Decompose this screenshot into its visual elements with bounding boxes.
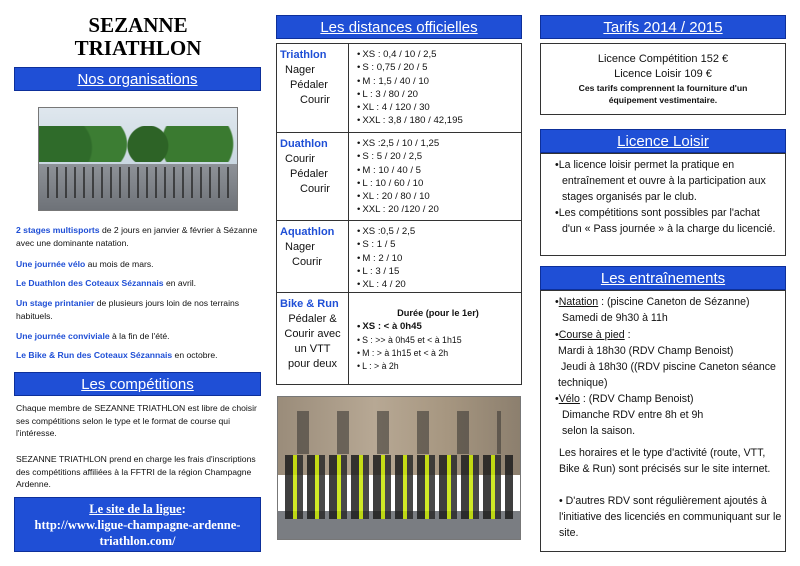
organisation-text: au mois de mars. xyxy=(85,259,154,269)
licence-loisir-box xyxy=(540,153,786,256)
discipline-name: Triathlon xyxy=(280,49,327,61)
table-row: Triathlon Nager Pédaler Courir • XS : 0,4 / 10 / 2,5 • S : 0,75 / 20 / 5 • M : 1,5 / 40 / 10 • L : 3 / 80 / 20 • XL : 4 / 120 / 30 • XXL : 3,8 / 180 / 42,195 xyxy=(277,44,521,133)
organisation-item xyxy=(16,258,262,271)
velo-line: •Vélo : (RDV Champ Benoist) xyxy=(555,393,694,405)
competitions-text-2: SEZANNE TRIATHLON prend en charge les frais d'inscriptions des compétitions affiliées à la FFTRI de la région Champagne Ardenne. xyxy=(16,454,256,489)
organisation-item xyxy=(16,297,262,323)
discipline-name: Duathlon xyxy=(280,138,328,150)
velo-dimanche: Dimanche RDV entre 8h et 9h xyxy=(562,409,704,421)
organisation-highlight: 2 stages multisports xyxy=(16,225,100,235)
natation-time: Samedi de 9h30 à 11h xyxy=(562,312,668,324)
tarifs-header: Tarifs 2014 / 2015 xyxy=(540,15,786,39)
ligue-link[interactable]: http://www.ligue-champagne-ardenne-triathlon.com/ xyxy=(34,518,241,548)
tarif-competition: Licence Compétition 152 € xyxy=(597,53,729,65)
organisation-highlight: Une journée vélo xyxy=(16,259,86,269)
organisation-text: en octobre. xyxy=(172,350,218,360)
organisation-highlight: Le Duathlon des Coteaux Sézannais xyxy=(16,278,164,288)
discipline-name: Bike & Run xyxy=(280,298,339,310)
table-row: Duathlon Courir Pédaler Courir • XS :2,5 / 10 / 1,25 • S : 5 / 20 / 2,5 • M : 10 / 40 / 5 • L : 10 / 60 / 10 • XL : 20 / 80 / 10 • XXL : 20 /120 / 20 xyxy=(277,133,521,221)
bikes-photo xyxy=(38,107,238,211)
title-line-2: TRIATHLON xyxy=(74,36,202,60)
organisation-text: à la fin de l'été. xyxy=(109,331,170,341)
list-item: •Les compétitions sont possibles par l'achat d'un « Pass journée » à la charge du licencié. xyxy=(555,207,776,235)
discipline-name: Aquathlon xyxy=(280,226,335,238)
organisation-item xyxy=(16,224,262,250)
organisation-highlight: Une journée conviviale xyxy=(16,331,110,341)
tarifs-box xyxy=(540,43,786,115)
entrainements-header: Les entraînements xyxy=(540,266,786,290)
autres-rdv-text: • D'autres RDV sont régulièrement ajoutés à l'initiative des licenciés en communiquant sur le site. xyxy=(559,495,782,539)
organisation-highlight: Le Bike & Run des Coteaux Sézannais xyxy=(16,350,173,360)
organisations-header: Nos organisations xyxy=(14,67,261,91)
title-line-1: SEZANNE xyxy=(88,13,188,37)
table-row: Bike & Run Pédaler & Courir avec un VTT pour deux Durée (pour le 1er) • XS : < à 0h45 • S : >> à 0h45 et < à 1h15 • M : > à 1h15 et < à 2h • L : > à 2h xyxy=(277,293,521,385)
licence-loisir-header: Licence Loisir xyxy=(540,129,786,153)
organisation-text: en avril. xyxy=(163,278,197,288)
organisation-item xyxy=(16,349,262,362)
distances-table xyxy=(276,43,522,385)
competitions-header: Les compétitions xyxy=(14,372,261,396)
table-row: Aquathlon Nager Courir • XS :0,5 / 2,5 • S : 1 / 5 • M : 2 / 10 • L : 3 / 15 • XL : 4 / 20 xyxy=(277,221,521,293)
ligue-label: Le site de la ligue xyxy=(89,502,182,516)
natation-line: •Natation : (piscine Caneton de Sézanne) xyxy=(555,296,750,308)
tarif-note: Ces tarifs comprennent la fourniture d'un équipement vestimentaire. xyxy=(578,83,748,105)
entrainements-box xyxy=(540,290,786,552)
distances-header: Les distances officielles xyxy=(276,15,522,39)
velo-saison: selon la saison. xyxy=(562,425,636,437)
course-line: •Course à pied : xyxy=(555,329,631,341)
course-mardi: Mardi à 18h30 (RDV Champ Benoist) xyxy=(558,345,734,357)
organisation-item xyxy=(16,330,262,343)
group-photo xyxy=(277,396,521,540)
ligue-box: Le site de la ligue: http://www.ligue-champagne-ardenne-triathlon.com/ xyxy=(14,497,261,552)
organisation-item xyxy=(16,277,262,290)
organisation-text: de plusieurs jours loin de nos terrains habituels. xyxy=(16,298,240,321)
list-item: •La licence loisir permet la pratique en entraînement et ouvre à la participation aux stages organisés par le club. xyxy=(555,159,766,203)
tarif-loisir: Licence Loisir 109 € xyxy=(614,68,712,80)
duration-title: Durée (pour le 1er) xyxy=(397,308,479,318)
page-title xyxy=(14,14,262,60)
organisation-text: de 2 jours en janvier & février à Sézanne avec une dominante natation. xyxy=(16,225,258,248)
horaires-text: Les horaires et le type d'activité (route, VTT, Bike & Run) sont précisés sur le site internet. xyxy=(559,447,771,475)
course-jeudi: Jeudi à 18h30 ((RDV piscine Caneton séance technique) xyxy=(558,361,776,389)
organisation-highlight: Un stage printanier xyxy=(16,298,95,308)
competitions-text-1: Chaque membre de SEZANNE TRIATHLON est libre de choisir ses compétitions selon le type et le format de course qui l'intéresse. xyxy=(16,403,257,438)
